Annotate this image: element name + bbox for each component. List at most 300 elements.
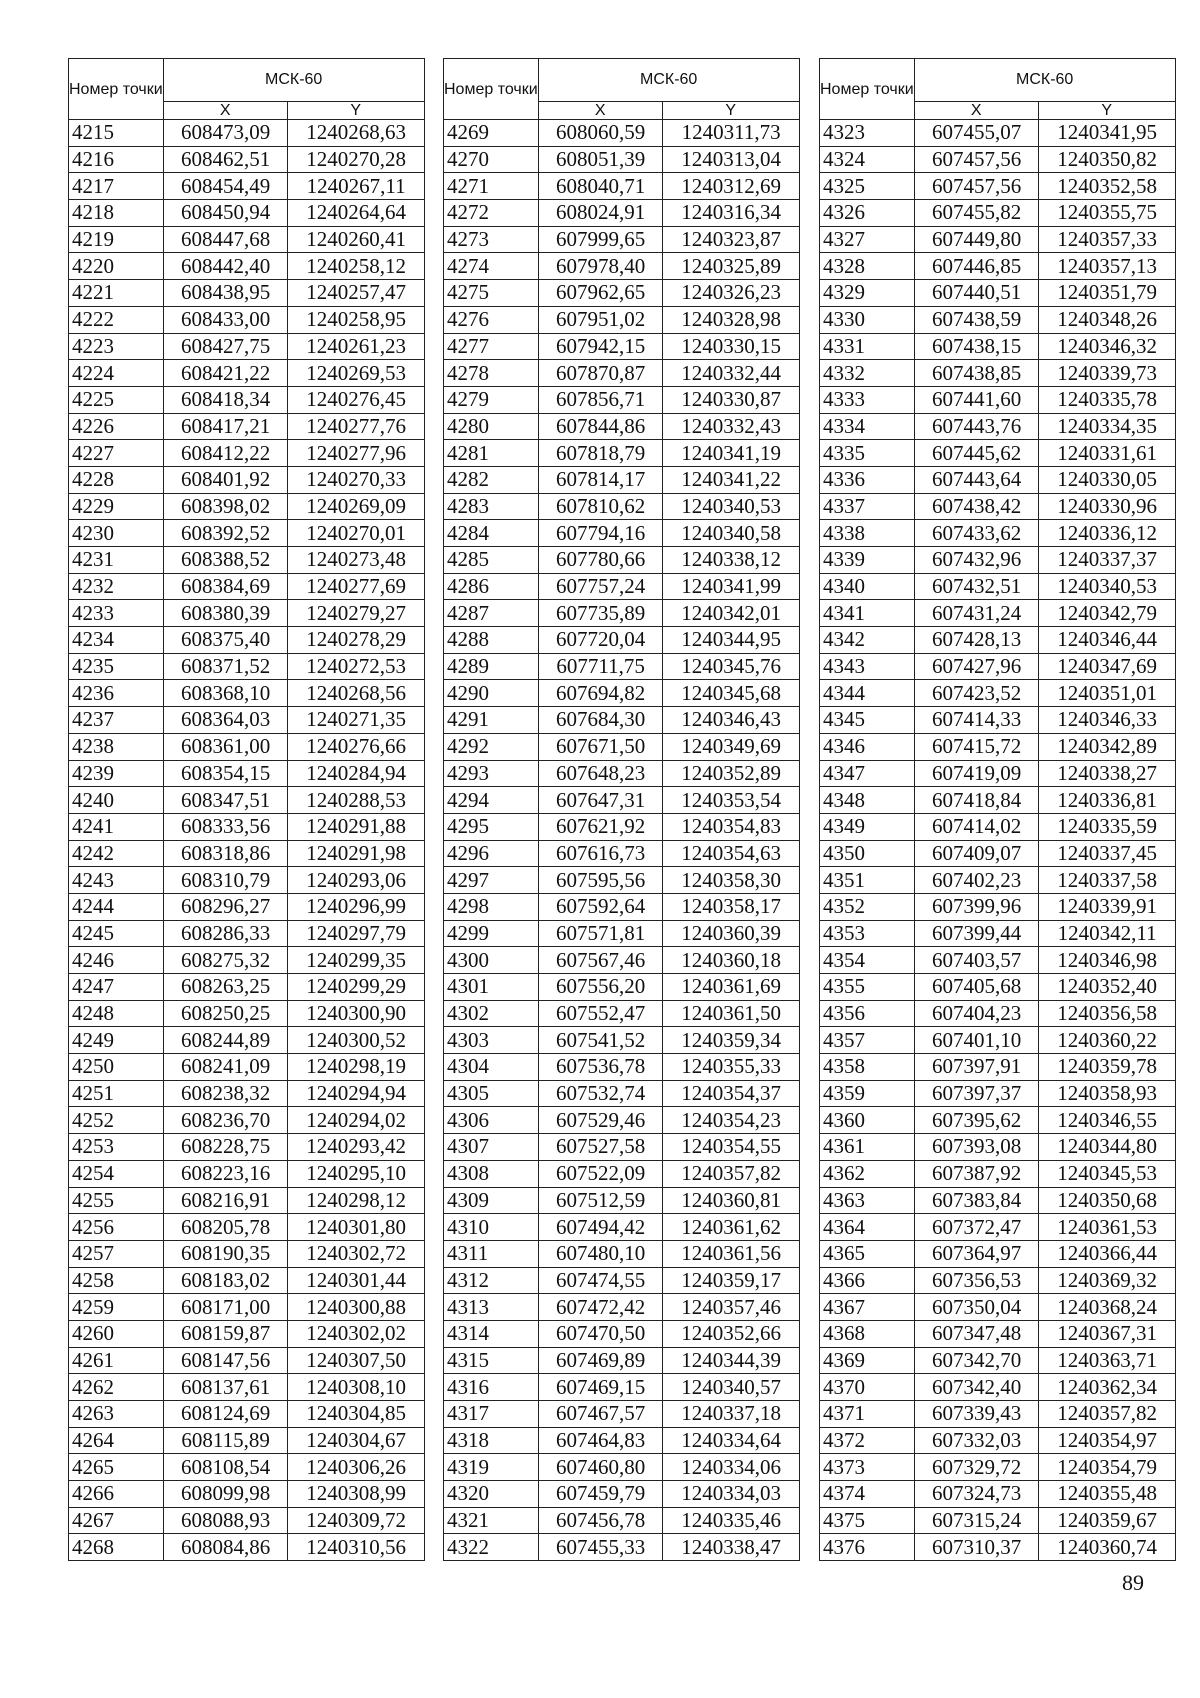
x-cell: 608427,75	[163, 333, 287, 360]
point-number-cell: 4272	[444, 200, 539, 227]
y-cell: 1240360,74	[1038, 1534, 1175, 1561]
x-cell: 607443,64	[914, 466, 1038, 493]
point-number-cell: 4352	[820, 893, 915, 920]
table-row	[444, 573, 800, 600]
point-number-cell: 4237	[69, 707, 164, 734]
x-cell: 608238,32	[163, 1080, 287, 1107]
point-number-cell: 4215	[69, 120, 164, 147]
x-cell: 608263,25	[163, 974, 287, 1001]
y-cell: 1240270,01	[287, 520, 424, 547]
table-row	[444, 306, 800, 333]
table-row	[69, 280, 425, 307]
point-number-cell: 4305	[444, 1080, 539, 1107]
x-cell: 607494,42	[538, 1214, 662, 1241]
header-y: Y	[1038, 102, 1175, 120]
y-cell: 1240348,26	[1038, 306, 1175, 333]
table-row	[444, 920, 800, 947]
table-row	[69, 120, 425, 147]
table-row	[69, 573, 425, 600]
x-cell: 607397,37	[914, 1080, 1038, 1107]
y-cell: 1240341,99	[662, 573, 799, 600]
y-cell: 1240316,34	[662, 200, 799, 227]
table-row	[444, 1427, 800, 1454]
table-row	[69, 1214, 425, 1241]
table-row	[820, 386, 1176, 413]
point-number-cell: 4251	[69, 1080, 164, 1107]
y-cell: 1240328,98	[662, 306, 799, 333]
table-row	[69, 306, 425, 333]
point-number-cell: 4240	[69, 787, 164, 814]
point-number-cell: 4230	[69, 520, 164, 547]
x-cell: 608380,39	[163, 600, 287, 627]
y-cell: 1240276,45	[287, 386, 424, 413]
table-body	[69, 120, 425, 1561]
table-body	[444, 120, 800, 1561]
x-cell: 608108,54	[163, 1454, 287, 1481]
y-cell: 1240340,58	[662, 520, 799, 547]
y-cell: 1240261,23	[287, 333, 424, 360]
point-number-cell: 4376	[820, 1534, 915, 1561]
x-cell: 607446,85	[914, 253, 1038, 280]
table-row	[69, 1080, 425, 1107]
table-row	[444, 1027, 800, 1054]
x-cell: 608216,91	[163, 1187, 287, 1214]
x-cell: 608244,89	[163, 1027, 287, 1054]
point-number-cell: 4357	[820, 1027, 915, 1054]
table-row	[69, 707, 425, 734]
table-row	[820, 226, 1176, 253]
x-cell: 608333,56	[163, 813, 287, 840]
point-number-cell: 4340	[820, 573, 915, 600]
y-cell: 1240345,76	[662, 653, 799, 680]
y-cell: 1240330,05	[1038, 466, 1175, 493]
table-row	[820, 440, 1176, 467]
point-number-cell: 4282	[444, 466, 539, 493]
table-row	[820, 1481, 1176, 1508]
table-row	[820, 680, 1176, 707]
table-row	[444, 333, 800, 360]
table-row	[444, 1507, 800, 1534]
table-row	[820, 1427, 1176, 1454]
x-cell: 607441,60	[914, 386, 1038, 413]
y-cell: 1240330,15	[662, 333, 799, 360]
x-cell: 607460,80	[538, 1454, 662, 1481]
point-number-cell: 4256	[69, 1214, 164, 1241]
y-cell: 1240355,33	[662, 1054, 799, 1081]
x-cell: 608462,51	[163, 146, 287, 173]
table-row	[820, 1401, 1176, 1428]
table-row	[444, 1534, 800, 1561]
y-cell: 1240337,37	[1038, 547, 1175, 574]
y-cell: 1240304,85	[287, 1401, 424, 1428]
point-number-cell: 4277	[444, 333, 539, 360]
point-number-cell: 4366	[820, 1267, 915, 1294]
y-cell: 1240332,43	[662, 413, 799, 440]
table-row	[69, 547, 425, 574]
table-row	[444, 974, 800, 1001]
table-row	[820, 627, 1176, 654]
table-row	[444, 1107, 800, 1134]
y-cell: 1240357,46	[662, 1294, 799, 1321]
table-row	[69, 413, 425, 440]
point-number-cell: 4335	[820, 440, 915, 467]
y-cell: 1240369,32	[1038, 1267, 1175, 1294]
y-cell: 1240306,26	[287, 1454, 424, 1481]
point-number-cell: 4360	[820, 1107, 915, 1134]
x-cell: 608236,70	[163, 1107, 287, 1134]
point-number-cell: 4370	[820, 1374, 915, 1401]
table-row	[444, 1160, 800, 1187]
table-row	[69, 1107, 425, 1134]
table-row	[69, 1507, 425, 1534]
point-number-cell: 4354	[820, 947, 915, 974]
y-cell: 1240308,99	[287, 1481, 424, 1508]
y-cell: 1240293,06	[287, 867, 424, 894]
x-cell: 608418,34	[163, 386, 287, 413]
point-number-cell: 4253	[69, 1134, 164, 1161]
y-cell: 1240334,64	[662, 1427, 799, 1454]
y-cell: 1240301,80	[287, 1214, 424, 1241]
point-number-cell: 4257	[69, 1240, 164, 1267]
point-number-cell: 4317	[444, 1401, 539, 1428]
y-cell: 1240264,64	[287, 200, 424, 227]
point-number-cell: 4303	[444, 1027, 539, 1054]
y-cell: 1240297,79	[287, 920, 424, 947]
y-cell: 1240341,22	[662, 466, 799, 493]
table-row	[444, 120, 800, 147]
x-cell: 608024,91	[538, 200, 662, 227]
point-number-cell: 4267	[69, 1507, 164, 1534]
y-cell: 1240304,67	[287, 1427, 424, 1454]
table-row	[820, 974, 1176, 1001]
point-number-cell: 4315	[444, 1347, 539, 1374]
table-row	[444, 1080, 800, 1107]
x-cell: 608318,86	[163, 840, 287, 867]
point-number-cell: 4297	[444, 867, 539, 894]
table-row	[69, 760, 425, 787]
table-row	[820, 333, 1176, 360]
y-cell: 1240330,96	[1038, 493, 1175, 520]
x-cell: 607342,40	[914, 1374, 1038, 1401]
point-number-cell: 4338	[820, 520, 915, 547]
table-row	[444, 173, 800, 200]
table-row	[820, 253, 1176, 280]
table-row	[820, 840, 1176, 867]
point-number-cell: 4291	[444, 707, 539, 734]
y-cell: 1240346,32	[1038, 333, 1175, 360]
point-number-cell: 4321	[444, 1507, 539, 1534]
y-cell: 1240336,12	[1038, 520, 1175, 547]
point-number-cell: 4363	[820, 1187, 915, 1214]
y-cell: 1240344,39	[662, 1347, 799, 1374]
y-cell: 1240260,41	[287, 226, 424, 253]
point-number-cell: 4248	[69, 1000, 164, 1027]
point-number-cell: 4325	[820, 173, 915, 200]
y-cell: 1240258,95	[287, 306, 424, 333]
x-cell: 607383,84	[914, 1187, 1038, 1214]
point-number-cell: 4296	[444, 840, 539, 867]
y-cell: 1240366,44	[1038, 1240, 1175, 1267]
point-number-cell: 4249	[69, 1027, 164, 1054]
y-cell: 1240337,45	[1038, 840, 1175, 867]
point-number-cell: 4372	[820, 1427, 915, 1454]
y-cell: 1240341,19	[662, 440, 799, 467]
point-number-cell: 4348	[820, 787, 915, 814]
table-row	[820, 1187, 1176, 1214]
y-cell: 1240276,66	[287, 733, 424, 760]
point-number-cell: 4356	[820, 1000, 915, 1027]
point-number-cell: 4250	[69, 1054, 164, 1081]
y-cell: 1240354,97	[1038, 1427, 1175, 1454]
table-row	[444, 1294, 800, 1321]
point-number-cell: 4324	[820, 146, 915, 173]
y-cell: 1240361,53	[1038, 1214, 1175, 1241]
table-row	[444, 1481, 800, 1508]
y-cell: 1240325,89	[662, 253, 799, 280]
x-cell: 607445,62	[914, 440, 1038, 467]
point-number-cell: 4298	[444, 893, 539, 920]
x-cell: 608450,94	[163, 200, 287, 227]
table-row	[69, 1294, 425, 1321]
x-cell: 607810,62	[538, 493, 662, 520]
y-cell: 1240346,55	[1038, 1107, 1175, 1134]
table-row	[69, 1134, 425, 1161]
y-cell: 1240357,33	[1038, 226, 1175, 253]
y-cell: 1240313,04	[662, 146, 799, 173]
point-number-cell: 4355	[820, 974, 915, 1001]
point-number-cell: 4219	[69, 226, 164, 253]
table-row	[820, 947, 1176, 974]
point-number-cell: 4245	[69, 920, 164, 947]
point-number-cell: 4260	[69, 1320, 164, 1347]
point-number-cell: 4262	[69, 1374, 164, 1401]
x-cell: 608361,00	[163, 733, 287, 760]
y-cell: 1240361,56	[662, 1240, 799, 1267]
x-cell: 607757,24	[538, 573, 662, 600]
point-number-cell: 4293	[444, 760, 539, 787]
table-row	[444, 493, 800, 520]
table-row	[69, 974, 425, 1001]
point-number-cell: 4359	[820, 1080, 915, 1107]
table-row	[820, 493, 1176, 520]
table-row	[69, 466, 425, 493]
x-cell: 607332,03	[914, 1427, 1038, 1454]
point-number-cell: 4314	[444, 1320, 539, 1347]
y-cell: 1240368,24	[1038, 1294, 1175, 1321]
point-number-cell: 4309	[444, 1187, 539, 1214]
x-cell: 607438,59	[914, 306, 1038, 333]
x-cell: 607592,64	[538, 893, 662, 920]
table-row	[69, 440, 425, 467]
y-cell: 1240354,55	[662, 1134, 799, 1161]
point-number-cell: 4344	[820, 680, 915, 707]
point-number-cell: 4364	[820, 1214, 915, 1241]
x-cell: 608398,02	[163, 493, 287, 520]
table-row	[69, 1401, 425, 1428]
x-cell: 608421,22	[163, 360, 287, 387]
x-cell: 607684,30	[538, 707, 662, 734]
x-cell: 607431,24	[914, 600, 1038, 627]
x-cell: 607999,65	[538, 226, 662, 253]
x-cell: 607595,56	[538, 867, 662, 894]
table-row	[444, 947, 800, 974]
y-cell: 1240302,72	[287, 1240, 424, 1267]
point-number-cell: 4311	[444, 1240, 539, 1267]
table-row	[820, 280, 1176, 307]
point-number-cell: 4259	[69, 1294, 164, 1321]
table-row	[69, 1160, 425, 1187]
table-row	[69, 893, 425, 920]
point-number-cell: 4375	[820, 1507, 915, 1534]
point-number-cell: 4223	[69, 333, 164, 360]
y-cell: 1240332,44	[662, 360, 799, 387]
point-number-cell: 4339	[820, 547, 915, 574]
header-x: X	[163, 102, 287, 120]
x-cell: 608250,25	[163, 1000, 287, 1027]
x-cell: 607404,23	[914, 1000, 1038, 1027]
y-cell: 1240361,69	[662, 974, 799, 1001]
x-cell: 607419,09	[914, 760, 1038, 787]
point-number-cell: 4341	[820, 600, 915, 627]
point-number-cell: 4274	[444, 253, 539, 280]
x-cell: 607814,17	[538, 466, 662, 493]
point-number-cell: 4323	[820, 120, 915, 147]
y-cell: 1240337,58	[1038, 867, 1175, 894]
point-number-cell: 4226	[69, 413, 164, 440]
table-row	[69, 1374, 425, 1401]
y-cell: 1240330,87	[662, 386, 799, 413]
x-cell: 607962,65	[538, 280, 662, 307]
point-number-cell: 4287	[444, 600, 539, 627]
table-row	[69, 146, 425, 173]
coordinates-table-3	[819, 58, 1176, 1561]
point-number-cell: 4269	[444, 120, 539, 147]
header-y: Y	[287, 102, 424, 120]
point-number-cell: 4216	[69, 146, 164, 173]
table-row	[820, 867, 1176, 894]
table-row	[444, 600, 800, 627]
y-cell: 1240349,69	[662, 733, 799, 760]
x-cell: 607457,56	[914, 146, 1038, 173]
header-point-number: Номер точки	[69, 59, 164, 120]
table-row	[820, 1240, 1176, 1267]
y-cell: 1240293,42	[287, 1134, 424, 1161]
y-cell: 1240271,35	[287, 707, 424, 734]
y-cell: 1240272,53	[287, 653, 424, 680]
point-number-cell: 4276	[444, 306, 539, 333]
table-row	[69, 360, 425, 387]
y-cell: 1240357,82	[1038, 1401, 1175, 1428]
table-row	[69, 1481, 425, 1508]
point-number-cell: 4302	[444, 1000, 539, 1027]
x-cell: 607522,09	[538, 1160, 662, 1187]
header-x: X	[538, 102, 662, 120]
header-point-number: Номер точки	[444, 59, 539, 120]
x-cell: 608433,00	[163, 306, 287, 333]
y-cell: 1240350,68	[1038, 1187, 1175, 1214]
table-row	[820, 573, 1176, 600]
table-row	[69, 386, 425, 413]
x-cell: 607470,50	[538, 1320, 662, 1347]
y-cell: 1240337,18	[662, 1401, 799, 1428]
y-cell: 1240273,48	[287, 547, 424, 574]
table-row	[820, 920, 1176, 947]
point-number-cell: 4368	[820, 1320, 915, 1347]
y-cell: 1240358,17	[662, 893, 799, 920]
table-row	[820, 1214, 1176, 1241]
table-row	[820, 1027, 1176, 1054]
point-number-cell: 4328	[820, 253, 915, 280]
x-cell: 607464,83	[538, 1427, 662, 1454]
header-system: МСК-60	[914, 59, 1175, 102]
table-row	[69, 600, 425, 627]
point-number-cell: 4236	[69, 680, 164, 707]
point-number-cell: 4225	[69, 386, 164, 413]
coordinates-table-1	[68, 58, 425, 1561]
point-number-cell: 4243	[69, 867, 164, 894]
table-row	[820, 707, 1176, 734]
table-row	[444, 1054, 800, 1081]
x-cell: 607403,57	[914, 947, 1038, 974]
y-cell: 1240338,12	[662, 547, 799, 574]
table-row	[69, 200, 425, 227]
x-cell: 607552,47	[538, 1000, 662, 1027]
x-cell: 608388,52	[163, 547, 287, 574]
x-cell: 608286,33	[163, 920, 287, 947]
y-cell: 1240362,34	[1038, 1374, 1175, 1401]
x-cell: 608438,95	[163, 280, 287, 307]
table-row	[820, 1107, 1176, 1134]
y-cell: 1240307,50	[287, 1347, 424, 1374]
y-cell: 1240339,91	[1038, 893, 1175, 920]
table-row	[444, 627, 800, 654]
x-cell: 608354,15	[163, 760, 287, 787]
table-row	[820, 360, 1176, 387]
point-number-cell: 4345	[820, 707, 915, 734]
y-cell: 1240299,35	[287, 947, 424, 974]
y-cell: 1240294,02	[287, 1107, 424, 1134]
point-number-cell: 4271	[444, 173, 539, 200]
x-cell: 607372,47	[914, 1214, 1038, 1241]
x-cell: 607527,58	[538, 1134, 662, 1161]
x-cell: 607329,72	[914, 1454, 1038, 1481]
point-number-cell: 4306	[444, 1107, 539, 1134]
table-row	[69, 680, 425, 707]
point-number-cell: 4273	[444, 226, 539, 253]
point-number-cell: 4232	[69, 573, 164, 600]
table-row	[444, 1347, 800, 1374]
table-row	[820, 1320, 1176, 1347]
point-number-cell: 4266	[69, 1481, 164, 1508]
y-cell: 1240288,53	[287, 787, 424, 814]
table-row	[69, 1000, 425, 1027]
y-cell: 1240268,56	[287, 680, 424, 707]
point-number-cell: 4228	[69, 466, 164, 493]
x-cell: 607541,52	[538, 1027, 662, 1054]
x-cell: 607428,13	[914, 627, 1038, 654]
y-cell: 1240360,81	[662, 1187, 799, 1214]
table-row	[69, 947, 425, 974]
y-cell: 1240295,10	[287, 1160, 424, 1187]
x-cell: 607393,08	[914, 1134, 1038, 1161]
y-cell: 1240346,33	[1038, 707, 1175, 734]
point-number-cell: 4307	[444, 1134, 539, 1161]
y-cell: 1240270,28	[287, 146, 424, 173]
y-cell: 1240331,61	[1038, 440, 1175, 467]
table-row	[820, 173, 1176, 200]
y-cell: 1240326,23	[662, 280, 799, 307]
x-cell: 607780,66	[538, 547, 662, 574]
